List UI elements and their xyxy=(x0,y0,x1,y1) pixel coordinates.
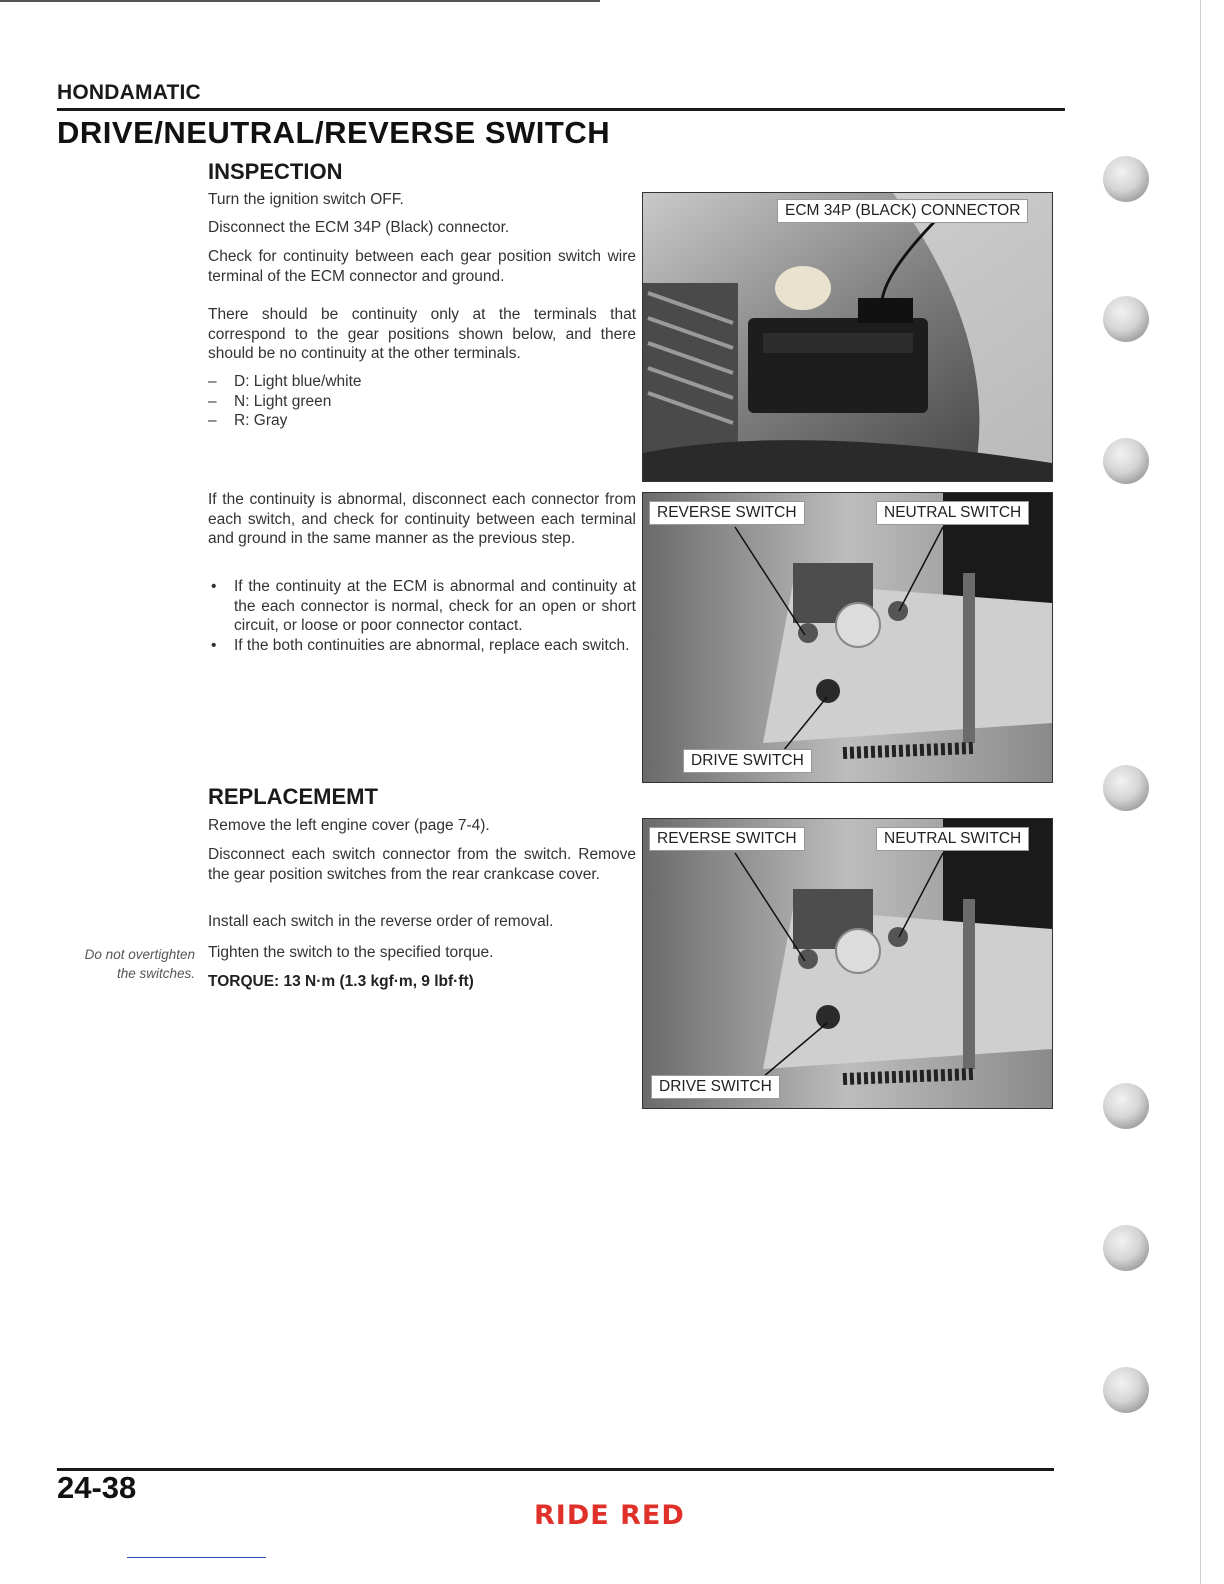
replacement-heading: REPLACEMEMT xyxy=(208,784,378,809)
replacement-step-3: Install each switch in the reverse order of removal. xyxy=(208,913,554,930)
bullet-both-abnormal: • If the both continuities are abnormal, replace each switch. xyxy=(208,636,636,656)
switch-photo-2-illustration xyxy=(643,819,1052,1108)
ecm-photo-illustration xyxy=(643,193,1052,481)
inspection-step-3: Check for continuity between each gear position switch wire terminal of the ECM connector and ground. xyxy=(208,248,636,285)
torque-spec: TORQUE: 13 N·m (1.3 kgf·m, 9 lbf·ft) xyxy=(208,973,474,990)
binder-hole xyxy=(1103,438,1149,484)
binder-hole xyxy=(1103,1083,1149,1129)
neutral-switch-callout: NEUTRAL SWITCH xyxy=(876,501,1029,525)
reverse-switch-callout: REVERSE SWITCH xyxy=(649,827,805,851)
replacement-step-2: Disconnect each switch connector from the switch. Remove the gear position switches from the rear crankcase cover. xyxy=(208,846,636,883)
ecm-connector-photo xyxy=(642,192,1053,482)
wire-neutral: – N: Light green xyxy=(208,392,636,412)
wire-color-list xyxy=(208,372,636,431)
continuity-bullets xyxy=(208,577,636,655)
inspection-heading: INSPECTION xyxy=(208,159,343,184)
binder-hole xyxy=(1103,1367,1149,1413)
switch-location-photo-1 xyxy=(642,492,1053,783)
page-number: 24-38 xyxy=(57,1470,137,1505)
neutral-switch-callout: NEUTRAL SWITCH xyxy=(876,827,1029,851)
inspection-step-2: Disconnect the ECM 34P (Black) connector. xyxy=(208,219,510,236)
caution-note-line-2: the switches. xyxy=(116,966,195,981)
replacement-step-4: Tighten the switch to the specified torque. xyxy=(208,944,494,961)
caution-note xyxy=(57,945,195,983)
bullet-ecm-abnormal: • If the continuity at the ECM is abnormal and continuity at the each connector is normal, check for an open or short circuit, or loose or poor connector contact. xyxy=(208,577,636,636)
wire-reverse: – R: Gray xyxy=(208,411,636,431)
top-edge-line xyxy=(0,0,600,2)
switch-photo-1-illustration xyxy=(643,493,1052,782)
wire-drive: – D: Light blue/white xyxy=(208,372,636,392)
replacement-step-1: Remove the left engine cover (page 7-4). xyxy=(208,817,490,834)
drive-switch-callout: DRIVE SWITCH xyxy=(683,749,812,773)
inspection-step-1: Turn the ignition switch OFF. xyxy=(208,191,404,208)
page-right-edge xyxy=(1200,0,1201,1584)
inspection-step-4: There should be continuity only at the terminals that correspond to the gear positions shown below, and there should be no continuity at the other terminals. xyxy=(208,306,636,362)
binder-hole xyxy=(1103,156,1149,202)
footer-link-underline xyxy=(127,1557,266,1558)
reverse-switch-callout: REVERSE SWITCH xyxy=(649,501,805,525)
header-rule xyxy=(57,108,1065,111)
binder-hole xyxy=(1103,1225,1149,1271)
ecm-connector-callout: ECM 34P (BLACK) CONNECTOR xyxy=(777,199,1028,223)
footer-rule xyxy=(57,1468,1054,1471)
binder-hole xyxy=(1103,296,1149,342)
drive-switch-callout: DRIVE SWITCH xyxy=(651,1075,780,1099)
binder-hole xyxy=(1103,765,1149,811)
ride-red-logo: RIDE RED xyxy=(534,1500,685,1531)
caution-note-line-1: Do not overtighten xyxy=(84,947,195,962)
switch-location-photo-2 xyxy=(642,818,1053,1109)
inspection-step-5: If the continuity is abnormal, disconnect each connector from each switch, and check for continuity between each terminal and ground in the same manner as the previous step. xyxy=(208,491,636,547)
page-title: DRIVE/NEUTRAL/REVERSE SWITCH xyxy=(57,115,611,150)
section-label: HONDAMATIC xyxy=(57,81,201,104)
